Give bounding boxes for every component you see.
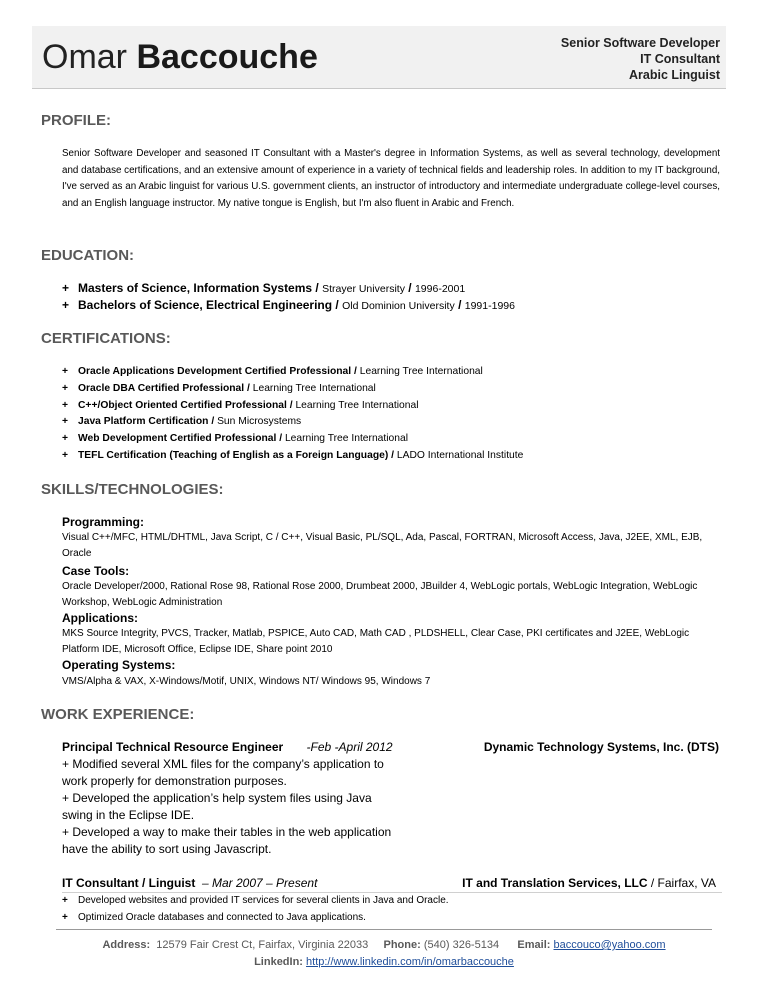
phone: (540) 326-5134 — [423, 939, 500, 951]
work-heading: WORK EXPERIENCE: — [41, 706, 195, 723]
skill-group-title: Case Tools: — [62, 564, 130, 578]
education-item: + Bachelors of Science, Electrical Engineering / Old Dominion University / 1991-1996 — [62, 298, 515, 312]
job-bullet: + Developed a way to make their tables in the web application have the ability to sort using Javascript. — [62, 825, 392, 856]
title-line: Senior Software Developer — [560, 36, 720, 50]
skills-heading: SKILLS/TECHNOLOGIES: — [41, 481, 224, 498]
skill-group-text: VMS/Alpha & VAX, X-Windows/Motif, UNIX, Windows NT/ Windows 95, Windows 7 — [62, 676, 431, 687]
title-line: IT Consultant — [640, 52, 720, 66]
certification-item: + Java Platform Certification / Sun Microsystems — [62, 416, 302, 427]
education-item: + Masters of Science, Information Systems / Strayer University / 1996-2001 — [62, 281, 466, 295]
job-title: Principal Technical Resource Engineer -Feb -April 2012 — [62, 740, 393, 754]
job-company: Dynamic Technology Systems, Inc. (DTS) — [483, 740, 719, 754]
job-title: IT Consultant / Linguist – Mar 2007 – Present — [62, 876, 318, 890]
certification-item: + C++/Object Oriented Certified Professional / Learning Tree International — [62, 400, 419, 411]
job-bullet: + Developed the application’s help system files using Java swing in the Eclipse IDE. — [62, 791, 372, 822]
skill-group-title: Operating Systems: — [62, 658, 176, 672]
footer-linkedin-line: LinkedIn: http://www.linkedin.com/in/omarbaccouche — [254, 956, 514, 968]
certification-item: + Oracle DBA Certified Professional / Learning Tree International — [62, 383, 376, 394]
education-heading: EDUCATION: — [41, 247, 135, 264]
job-company: IT and Translation Services, LLC / Fairfax, VA — [462, 876, 716, 890]
certifications-heading: CERTIFICATIONS: — [41, 330, 171, 347]
footer-divider — [56, 929, 712, 930]
certification-item: + Web Development Certified Professional / Learning Tree International — [62, 433, 409, 444]
email-link[interactable]: baccouco@yahoo.com — [553, 939, 666, 951]
title-line: Arabic Linguist — [629, 68, 720, 82]
profile-text: Senior Software Developer and seasoned IT Consultant with a Master's degree in Information Systems, as well as several technology, development and database certifications, and an extensive amount of experience in a variety of technical fields and leadership roles. In addition to my IT background, I've served as an Arabic linguist for various U.S. government clients, an instructor of introductory and intermediate undergraduate college-level courses, and an English language instructor. My native tongue is English, but I'm also fluent in Arabic and French. — [62, 148, 720, 209]
certification-item: + Oracle Applications Development Certified Professional / Learning Tree International — [62, 366, 483, 377]
skill-group-text: MKS Source Integrity, PVCS, Tracker, Matlab, PSPICE, Auto CAD, Math CAD , PLDSHELL, Clear Case, PKI certificates and J2EE, WebLogic Platform IDE, Microsoft Office, Eclipse IDE, Share point 2010 — [62, 628, 690, 655]
skill-group-text: Oracle Developer/2000, Rational Rose 98, Rational Rose 2000, Drumbeat 2000, JBuilder 4, WebLogic portals, WebLogic Integration, WebLogic Workshop, WebLogic Administration — [62, 581, 698, 608]
job-dates: -Feb -April 2012 — [306, 740, 393, 754]
skill-group-text: Visual C++/MFC, HTML/DHTML, Java Script, C / C++, Visual Basic, PL/SQL, Ada, Pascal, FORTRAN, Microsoft Access, Java, J2EE, XML, EJB, Oracle — [62, 532, 703, 559]
job-bullet: + Modified several XML files for the company’s application to work properly for demonstration purposes. — [62, 757, 384, 788]
certification-item: + TEFL Certification (Teaching of English as a Foreign Language) / LADO International Institute — [62, 450, 524, 461]
job-bullet: + Developed websites and provided IT services for several clients in Java and Oracle. — [62, 895, 449, 906]
candidate-name: Omar Baccouche — [42, 38, 318, 76]
job-dates: – Mar 2007 – Present — [202, 876, 318, 890]
job-titles — [561, 35, 720, 83]
resume-header — [32, 26, 726, 89]
profile-heading: PROFILE: — [41, 112, 111, 129]
job-bullets — [62, 756, 397, 858]
skill-group-title: Programming: — [62, 515, 145, 529]
linkedin-link[interactable]: http://www.linkedin.com/in/omarbaccouche — [306, 956, 514, 968]
footer — [0, 937, 768, 971]
skill-group-title: Applications: — [62, 611, 139, 625]
job-bullet: + Optimized Oracle databases and connected to Java applications. — [62, 911, 366, 923]
address: 12579 Fair Crest Ct, Fairfax, Virginia 22033 — [156, 939, 369, 951]
footer-contact-line: Address: 12579 Fair Crest Ct, Fairfax, Virginia 22033 Phone: (540) 326-5134 Email: baccouco@yahoo.com — [102, 939, 666, 951]
job-bullets — [62, 893, 449, 926]
